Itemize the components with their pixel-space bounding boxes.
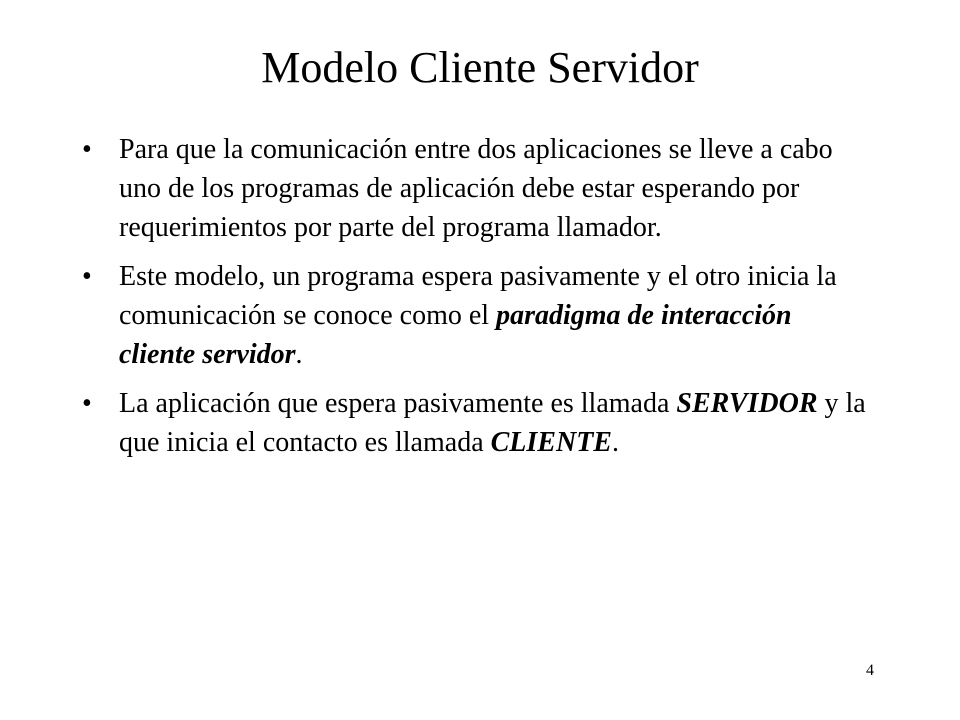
page-number: 4 [866,662,874,679]
bullet-text: Este modelo, un programa espera pasivamente y el otro inicia la comunicación se conoce como el [119,261,837,331]
slide-title: Modelo Cliente Servidor [261,43,699,92]
bullet-text: Para que la comunicación entre dos aplicaciones se lleve a cabo uno de los programas de aplicación debe estar esperando por requerimientos por parte del programa llamador. [119,134,833,243]
emphasized-term-cliente: CLIENTE [490,427,612,458]
bullet-item-2 [82,257,872,374]
bullet-text: La aplicación que espera pasivamente es llamada [119,388,677,419]
bullet-item-3 [82,384,872,462]
bullet-item-1 [82,130,872,247]
emphasized-term: paradigma de interacción cliente servidor [119,300,792,370]
bullet-dot-icon: • [82,388,92,419]
emphasized-term-servidor: SERVIDOR [676,388,818,419]
bullet-dot-icon: • [82,261,92,292]
bullet-text-middle: y la que inicia el contacto es llamada [119,388,866,458]
bullet-list [82,130,872,472]
bullet-dot-icon: • [82,134,92,165]
bullet-text-end: . [295,339,303,370]
bullet-text-end: . [611,427,619,458]
